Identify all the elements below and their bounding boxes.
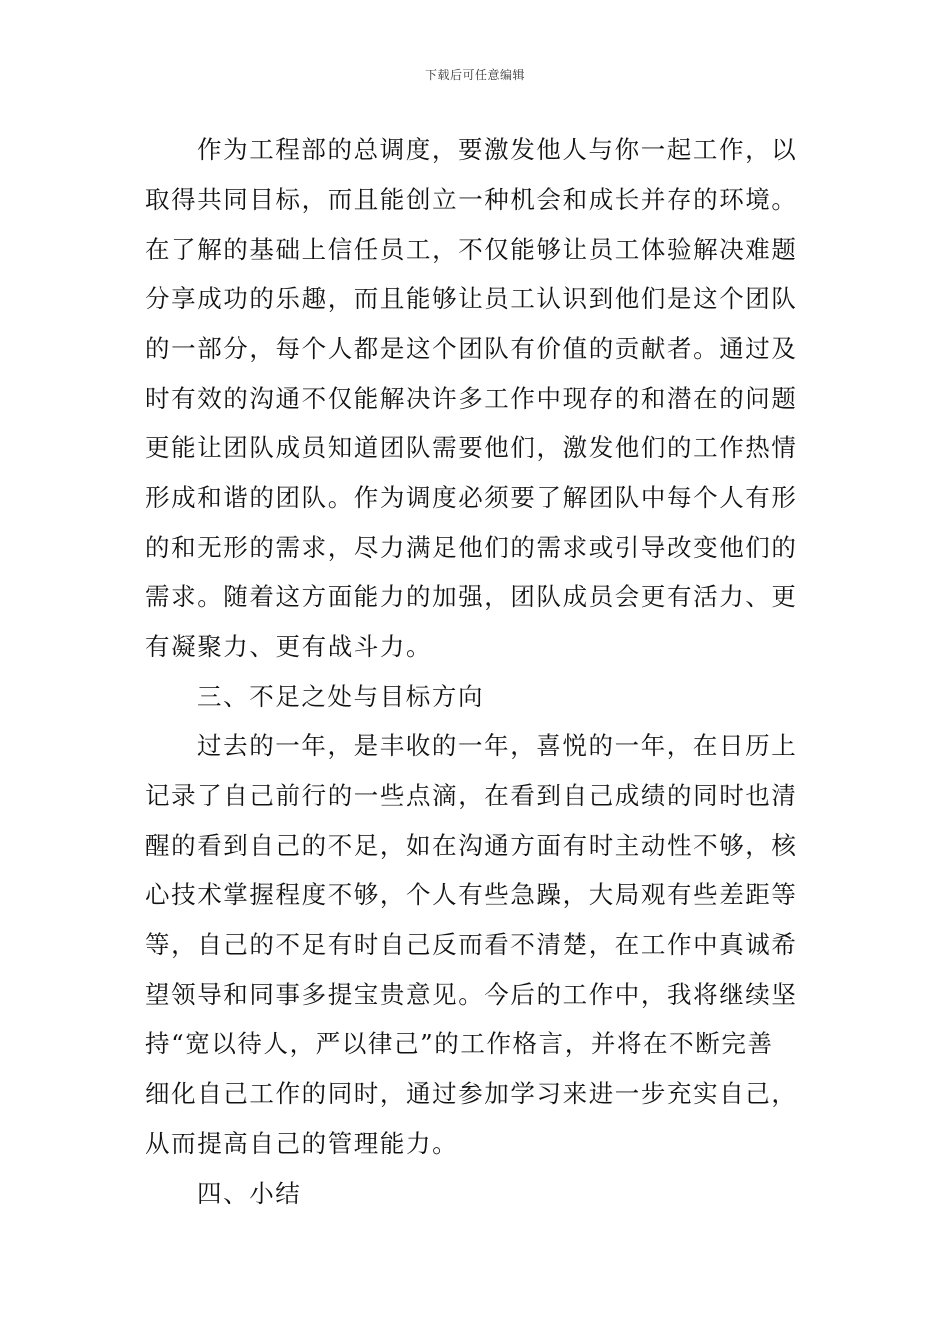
paragraph-line: 等，自己的不足有时自己反而看不清楚，在工作中真诚希 [145,930,798,959]
paragraph-line: 从而提高自己的管理能力。 [145,1129,459,1158]
paragraph-line: 的一部分，每个人都是这个团队有价值的贡献者。通过及 [145,334,798,363]
paragraph-line: 细化自己工作的同时，通过参加学习来进一步充实自己， [145,1079,798,1108]
paragraph-line: 过去的一年，是丰收的一年，喜悦的一年，在日历上 [197,731,798,760]
paragraph-line: 的和无形的需求，尽力满足他们的需求或引导改变他们的 [145,533,798,562]
paragraph-line: 取得共同目标，而且能创立一种机会和成长并存的环境。 [145,185,798,214]
paragraph-line: 醒的看到自己的不足，如在沟通方面有时主动性不够，核 [145,831,798,860]
section-heading: 三、不足之处与目标方向 [197,682,485,711]
paragraph-line: 持“宽以待人，严以律己”的工作格言，并将在不断完善 [145,1029,774,1058]
section-heading: 四、小结 [197,1179,302,1208]
paragraph-line: 记录了自己前行的一些点滴，在看到自己成绩的同时也清 [145,781,798,810]
header-note: 下载后可任意编辑 [424,68,525,82]
paragraph-line: 心技术掌握程度不够，个人有些急躁，大局观有些差距等 [145,880,798,909]
paragraph-line: 更能让团队成员知道团队需要他们，激发他们的工作热情 [145,433,798,462]
paragraph-line: 望领导和同事多提宝贵意见。今后的工作中，我将继续坚 [145,980,798,1009]
paragraph-line: 作为工程部的总调度，要激发他人与你一起工作，以 [197,135,798,164]
paragraph-line: 需求。随着这方面能力的加强，团队成员会更有活力、更 [145,582,798,611]
paragraph-line: 在了解的基础上信任员工，不仅能够让员工体验解决难题 [145,235,798,264]
paragraph-line: 形成和谐的团队。作为调度必须要了解团队中每个人有形 [145,483,798,512]
paragraph-line: 时有效的沟通不仅能解决许多工作中现存的和潜在的问题 [145,384,798,413]
paragraph-line: 有凝聚力、更有战斗力。 [145,632,433,661]
paragraph-line: 分享成功的乐趣，而且能够让员工认识到他们是这个团队 [145,284,798,313]
